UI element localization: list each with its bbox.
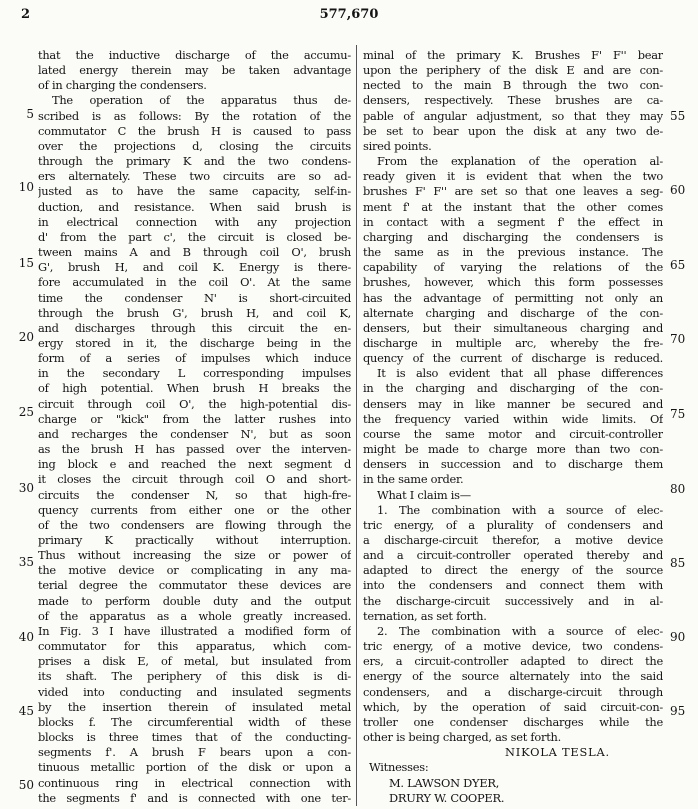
margin-line-number: 45: [18, 704, 34, 718]
text-line: scribed is as follows: By the rotation of the: [38, 108, 351, 123]
text-line: in electrical connection with any projection: [38, 214, 351, 229]
text-line: discharge in multiple arc, whereby the fre-: [363, 335, 663, 350]
text-line: time the condenser N' is short-circuited: [38, 290, 351, 305]
text-line: brushes, however, which this form possesses: [363, 275, 663, 290]
text-line: minal of the primary K. Brushes F' F'' bear: [363, 48, 663, 62]
text-line: segments f'. A brush F bears upon a con-: [38, 745, 351, 760]
text-line: lated energy therein may be taken advantage: [38, 63, 351, 78]
text-line: The operation of the apparatus thus de-: [52, 93, 351, 108]
text-line: From the explanation of the operation al-: [377, 154, 663, 169]
text-line: nected to the main B through the two con-: [363, 78, 663, 93]
margin-line-number: 50: [18, 778, 34, 792]
margin-line-number: 95: [670, 704, 686, 718]
witnesses-label: Witnesses:: [369, 760, 429, 775]
margin-line-number: 5: [26, 107, 34, 121]
text-line: the discharge-circuit successively and in al-: [363, 593, 663, 608]
text-line: might be made to charge more than two con-: [363, 442, 663, 457]
text-line: of high potential. When brush H breaks the: [38, 381, 351, 396]
text-line: commutator C the brush H is caused to pass: [38, 123, 351, 138]
margin-line-number: 90: [670, 630, 686, 644]
text-line: over the projections d, closing the circuits: [38, 138, 351, 153]
text-line: the segments f' and is connected with one ter-: [38, 790, 351, 805]
text-line: densers may in like manner be secured and: [363, 396, 663, 411]
text-line: quency of the current of discharge is reduced.: [363, 351, 663, 366]
text-line: tinuous metallic portion of the disk or upon a: [38, 760, 351, 775]
text-line: the motive device or complicating in any ma-: [38, 563, 351, 578]
margin-line-number: 40: [18, 630, 34, 644]
text-line: has the advantage of permitting not only an: [363, 290, 663, 305]
text-line: through the brush G', brush H, and coil K,: [38, 305, 351, 320]
text-line: tric energy, of a motive device, two condens-: [363, 639, 663, 654]
text-line: of the apparatus as a whole greatly increased.: [38, 608, 351, 623]
text-line: quency currents from either one or the other: [38, 502, 351, 517]
text-line: ers alternately. These two circuits are so ad-: [38, 169, 351, 184]
margin-line-number: 30: [18, 481, 34, 495]
margin-line-number: 70: [670, 332, 686, 346]
text-line: primary K practically without interruption.: [38, 533, 351, 547]
text-line: condensers, and a discharge-circuit through: [363, 684, 663, 699]
text-line: alternate charging and discharge of the con-: [363, 305, 663, 320]
text-line: justed as to have the same capacity, self-in-: [38, 184, 351, 199]
text-line: that the inductive discharge of the accumu-: [38, 48, 351, 62]
text-line: continuous ring in electrical connection with: [38, 775, 351, 790]
inventor-signature: NIKOLA TESLA.: [505, 745, 610, 760]
right-column: [363, 48, 663, 806]
text-line: in the secondary L corresponding impulses: [38, 366, 351, 381]
text-line: and a circuit-controller operated thereby and: [363, 548, 663, 563]
text-line: upon the periphery of the disk E and are con-: [363, 63, 663, 78]
text-line: blocks is three times that of the conducting-: [38, 730, 351, 745]
margin-line-number: 65: [670, 258, 686, 272]
text-line: capability of varying the relations of the: [363, 260, 663, 275]
text-line: be set to bear upon the disk at any two de-: [363, 123, 663, 138]
text-line: into the condensers and connect them with: [363, 578, 663, 593]
margin-line-number: 75: [670, 407, 686, 421]
text-line: vided into conducting and insulated segments: [38, 684, 351, 699]
text-line: other is being charged, as set forth.: [363, 730, 561, 745]
text-line: made to perform double duty and the output: [38, 593, 351, 608]
text-line: duction, and resistance. When said brush is: [38, 199, 351, 214]
text-line: commutator for this apparatus, which com-: [38, 639, 351, 654]
text-line: its shaft. The periphery of this disk is di-: [38, 669, 351, 684]
text-line: as the brush H has passed over the interven-: [38, 442, 351, 457]
margin-line-number: 55: [670, 109, 686, 123]
patent-number: 577,670: [319, 7, 379, 22]
text-line: energy of the source alternately into the said: [363, 669, 663, 684]
text-line: a discharge-circuit therefor, a motive device: [363, 533, 663, 547]
text-line: troller one condenser discharges while the: [363, 714, 663, 729]
text-line: In Fig. 3 I have illustrated a modified form of: [38, 623, 351, 638]
text-line: course the same motor and circuit-controller: [363, 426, 663, 441]
text-line: 1. The combination with a source of elec-: [377, 502, 663, 517]
page-number: 2: [21, 7, 31, 22]
text-line: 2. The combination with a source of elec-: [377, 623, 663, 638]
left-column: [38, 48, 351, 806]
text-line: pable of angular adjustment, so that they may: [363, 108, 663, 123]
text-line: of in charging the condensers.: [38, 78, 207, 93]
witness-name: M. LAWSON DYER,: [389, 775, 500, 790]
text-line: densers, but their simultaneous charging and: [363, 320, 663, 335]
text-line: tween mains A and B through coil O', brush: [38, 245, 351, 260]
text-line: tric energy, of a plurality of condensers and: [363, 517, 663, 532]
text-line: G', brush H, and coil K. Energy is there-: [38, 260, 351, 275]
text-line: It is also evident that all phase differences: [377, 366, 663, 381]
text-line: ing block e and reached the next segment d: [38, 457, 351, 472]
text-line: and discharges through this circuit the en-: [38, 320, 351, 335]
margin-line-number: 25: [18, 405, 34, 419]
margin-line-number: 85: [670, 556, 686, 570]
text-line: brushes F' F'' are set so that one leaves a seg-: [363, 184, 663, 199]
text-line: sired points.: [363, 138, 432, 153]
text-line: ternation, as set forth.: [363, 608, 487, 623]
margin-line-number: 80: [670, 482, 686, 496]
text-line: ers, a circuit-controller adapted to direct the: [363, 654, 663, 669]
margin-line-number: 20: [18, 330, 34, 344]
text-line: in the charging and discharging of the con-: [363, 381, 663, 396]
text-line: the same as in the previous instance. The: [363, 245, 663, 260]
text-line: prises a disk E, of metal, but insulated from: [38, 654, 351, 669]
text-line: blocks f. The circumferential width of these: [38, 714, 351, 729]
text-line: through the primary K and the two condens-: [38, 154, 351, 169]
text-line: ready given it is evident that when the two: [363, 169, 663, 184]
text-line: form of a series of impulses which induce: [38, 351, 351, 366]
text-line: of the two condensers are flowing through the: [38, 517, 351, 532]
text-line: in the same order.: [363, 472, 464, 487]
text-line: the frequency varied within wide limits. Of: [363, 411, 663, 426]
witness-name: DRURY W. COOPER.: [389, 790, 505, 805]
text-line: circuits the condenser N, so that high-fre-: [38, 487, 351, 502]
text-line: terial degree the commutator these devices are: [38, 578, 351, 593]
text-line: d' from the part c', the circuit is closed be-: [38, 229, 351, 244]
column-divider: [356, 45, 357, 806]
text-line: and recharges the condenser N', but as soon: [38, 426, 351, 441]
margin-line-number: 15: [18, 256, 34, 270]
text-line: charging and discharging the condensers is: [363, 229, 663, 244]
text-line: circuit through coil O', the high-potential dis-: [38, 396, 351, 411]
margin-line-number: 35: [18, 555, 34, 569]
text-line: it closes the circuit through coil O and short-: [38, 472, 351, 487]
text-line: which, by the operation of said circuit-con-: [363, 699, 663, 714]
text-line: charge or "kick" from the latter rushes into: [38, 411, 351, 426]
text-line: by the insertion therein of insulated metal: [38, 699, 351, 714]
text-line: ergy stored in it, the discharge being in the: [38, 335, 351, 350]
text-line: fore accumulated in the coil O'. At the same: [38, 275, 351, 290]
text-line: adapted to direct the energy of the source: [363, 563, 663, 578]
margin-line-number: 60: [670, 183, 686, 197]
text-line: densers, respectively. These brushes are ca-: [363, 93, 663, 108]
text-line: in contact with a segment f' the effect in: [363, 214, 663, 229]
text-line: What I claim is—: [377, 487, 471, 502]
text-line: ment f' at the instant that the other comes: [363, 199, 663, 214]
margin-line-number: 10: [18, 180, 34, 194]
text-line: densers in succession and to discharge them: [363, 457, 663, 472]
text-line: Thus without increasing the size or power of: [38, 548, 351, 563]
